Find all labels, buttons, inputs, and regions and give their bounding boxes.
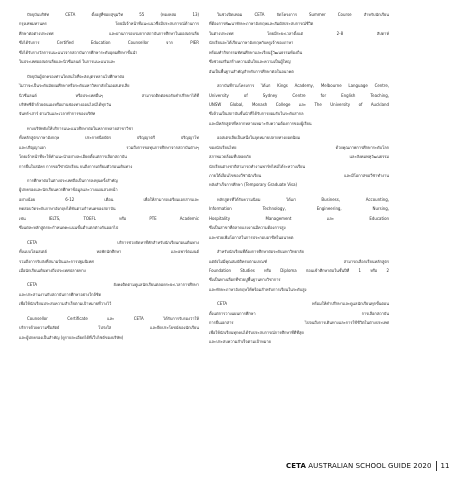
text-line: ซึ่งแต่ละหลักสูตรจะกำหนดคะแนนขั้นต่ำแตกต่างกันออกไป (19, 225, 119, 231)
text-line: และมีหลักสูตรที่หลากหลายเหมาะกับความต้องการของผู้เรียน (209, 120, 312, 126)
paragraph (19, 238, 199, 276)
paragraph (209, 133, 389, 190)
text-line: หลักสูตรที่ได้รับความนิยม ได้แก่ Business, Accounting, (217, 196, 389, 202)
paragraph (19, 10, 199, 67)
text-line: University of Sydney Centre for English Teaching, (209, 92, 389, 98)
text-line: การศึกษาต่อในต่างประเทศถือเป็นการลงทุนครั้งสำคัญ (27, 178, 118, 183)
footer-separator (436, 461, 437, 471)
text-line: ทดสอบวัดระดับภาษาอังกฤษได้ทันตามกำหนดของสถาบัน (19, 206, 116, 212)
text-line: CETA ยังคงติดตามดูแลนักเรียนตลอดระยะเวลาการศึกษา (27, 282, 199, 288)
text-line: สถาบันที่ร่วมโครงการ ได้แก่ Kings Academy, Melbourne Language Centre, (217, 83, 389, 89)
text-line: UNSW Global, Monash College และ The University of Auckland (209, 101, 389, 107)
paragraph (209, 247, 389, 294)
paragraph (19, 72, 199, 119)
text-line: ซึ่งเป็นทางเลือกที่ช่วยปูพื้นฐานทางวิชาการ (209, 277, 281, 283)
text-line: ทั้งแบบโฮมสเตย์ หอพักนักศึกษา และอพาร์ตเมนต์ (19, 249, 199, 255)
paragraph (19, 176, 199, 233)
text-line: และทักษะภาษาอังกฤษให้พร้อมสำหรับการเรียนในระดับสูง (209, 286, 307, 292)
text-line: จันทร์-เสาร์ ตามวันและเวลาทำการของบริษัท (19, 111, 96, 117)
text-line: ของนักเรียนไทย ด้วยคุณภาพการศึกษาระดับโลก (209, 144, 389, 150)
text-line: ไม่ว่าจะเป็นระดับมัธยมศึกษาหรือระดับมหาวิทยาลัยในออสเตรเลีย (19, 83, 130, 89)
text-line: Information Technology, Engineering, Nursing, (209, 206, 389, 212)
text-line: Foundation Studies หรือ Diploma ก่อนเข้าศึกษาต่อในชั้นปีที่ 1 หรือ 2 (209, 267, 389, 273)
text-line: ซึ่งล้วนเป็นสถาบันชั้นนำที่ได้รับการยอมรับในระดับสากล (209, 111, 304, 117)
text-line: เช่น IELTS, TOEFL หรือ PTE Academic (19, 215, 199, 221)
text-line: นักเรียนต่างชาติสามารถทำงานพาร์ทไทม์ได้ระหว่างเรียน (209, 163, 306, 169)
text-line: และช่วยเพิ่มโอกาสในการประกอบอาชีพในอนาคต (209, 234, 294, 240)
text-line: CETA บริการช่วยจัดหาที่พักสำหรับนักเรียนก่อนเดินทาง (27, 239, 199, 245)
text-line: เพื่อให้นักเรียนทุกคนได้รับประสบการณ์การศึกษาที่ดีที่สุด (209, 329, 304, 335)
text-line: ในประเทศออสเตรเลียและนิวซีแลนด์ ในการแนะแนวและ (19, 59, 116, 65)
text-line: ตั้งแต่การวางแผนการศึกษา การเลือกสถาบัน (209, 310, 389, 316)
text-line: แต่ยังไม่มีคุณสมบัติครบตามเกณฑ์ สามารถเลือกเรียนหลักสูตร (209, 258, 389, 264)
text-line: อันเป็นพื้นฐานสำคัญสำหรับการศึกษาต่อในอนาคต (209, 68, 294, 74)
text-line: พร้อมทำกิจกรรมทัศนศึกษาและเรียนรู้วัฒนธรรมท้องถิ่น (209, 49, 303, 55)
text-line: เพื่อให้นักเรียนประสบความสำเร็จตามเป้าหมายที่วางไว้ (19, 301, 112, 307)
text-line: และปริญญาเอก รวมถึงการขอทุนการศึกษาจากสถาบันต่างๆ (19, 144, 199, 150)
text-line: และประสบความสำเร็จตามเป้าหมาย (209, 339, 271, 344)
text-line: ซึ่งเป็นสาขาที่ตลาดแรงงานมีความต้องการสูง (209, 225, 286, 231)
text-line: อย่างน้อย 6-12 เดือน เพื่อให้สามารถเตรียมเอกสารและ (19, 196, 199, 202)
page-footer (286, 460, 449, 472)
text-line: รวมถึงการรับส่งที่สนามบินและการปฐมนิเทศ (19, 258, 94, 264)
text-line: ปัจจุบันบริษัท CETA ตั้งอยู่ที่ซอยสุขุมวิท 55 (ทองหล่อ 13) (27, 12, 199, 17)
text-line: และประสานงานกับสถาบันการศึกษาอย่างใกล้ชิด (19, 291, 102, 297)
text-line: และผู้ปกครองเป็นสำคัญ (ดูรายละเอียดได้ที่เว็บไซต์ของบริษัท) (19, 334, 124, 340)
right-column (209, 10, 389, 351)
text-line: ที่ต้องการพัฒนาทักษะภาษาอังกฤษและสัมผัสประสบการณ์ชีวิต (209, 21, 314, 27)
text-line: ทั้งหลักสูตรภาษาอังกฤษ ประกาศนียบัตร ปริญญาตรี ปริญญาโท (19, 135, 199, 141)
text-line: ผู้ปกครองและนักเรียนควรศึกษาข้อมูลและวางแผนล่วงหน้า (19, 187, 118, 193)
paragraph (209, 299, 389, 346)
text-line: ในต่างประเทศ โดยมีระยะเวลาตั้งแต่ 2-8 สัปดาห์ (209, 30, 389, 36)
paragraph (19, 314, 199, 342)
text-line: ซึ่งได้รับรางวัลการแนะแนวจากสถาบันการศึกษาระดับอุดมศึกษาชั้นนำ (19, 49, 138, 55)
text-line: หลังสำเร็จการศึกษา (Temporary Graduate Visa) (209, 182, 298, 188)
text-line: ซึ่งช่วยเสริมสร้างความมั่นใจและความเป็นผู้ใหญ่ (209, 59, 291, 65)
text-line: เมื่อนักเรียนเดินทางถึงประเทศปลายทาง (19, 267, 86, 273)
paragraph (19, 124, 199, 171)
text-line: Counsellor Certificate และ CETA ได้รับการรับรองว่าให้ (27, 315, 199, 321)
text-line: การยื่นใบสมัคร การขอวีซ่านักเรียน จนถึงการเตรียมตัวก่อนเดินทาง (19, 163, 133, 169)
paragraph (209, 81, 389, 128)
footer-brand: CETA (286, 462, 306, 470)
text-line: กรุงเทพมหานคร โดยมีเจ้าหน้าที่แนะแนวซึ่งมีประสบการณ์ด้านการ (19, 21, 199, 27)
text-line: ซึ่งได้รับการ Certified Education Counsellor จาก PIER (19, 40, 199, 46)
text-line: ทางบริษัทยังให้บริการแนะแนวศึกษาต่อในหลากหลายสาขาวิชา (27, 125, 134, 131)
text-line: ในช่วงปิดเทอม CETA จัดโครงการ Summer Course สำหรับนักเรียน (217, 12, 389, 17)
text-line: สภาพแวดล้อมที่ปลอดภัย และสังคมพหุวัฒนธรรม (209, 154, 389, 160)
text-line: โดยเจ้าหน้าที่จะให้คำแนะนำอย่างละเอียดตั้งแต่การเลือกสถาบัน (19, 154, 127, 160)
footer-title (286, 462, 432, 470)
text-line: ออสเตรเลียเป็นหนึ่งในจุดหมายปลายทางยอดนิยม (217, 135, 301, 141)
page-number: 11 (440, 462, 449, 470)
paragraph (209, 195, 389, 242)
left-column (19, 10, 199, 347)
text-line: CETA พร้อมให้คำปรึกษาและดูแลนักเรียนทุกขั้นตอน (217, 301, 389, 307)
text-line: นักเรียนจะได้เรียนภาษาอังกฤษกับครูเจ้าของภาษา (209, 40, 294, 46)
text-line: นิวซีแลนด์ หรือประเทศอื่นๆ สามารถติดต่อขอรับคำปรึกษาได้ที่ (19, 92, 199, 98)
footer-guide-title: AUSTRALIAN SCHOOL GUIDE 2020 (308, 462, 432, 470)
paragraph (19, 280, 199, 308)
text-line: Hospitality Management และ Education (209, 215, 389, 221)
text-line: ปัจจุบันผู้ปกครองท่านใดสนใจที่จะส่งบุตรหลานไปศึกษาต่อ (27, 73, 125, 79)
text-line: สำหรับนักเรียนที่ต้องการศึกษาต่อระดับมหาวิทยาลัย (217, 249, 304, 255)
text-line: บริษัทซีต้าด้วยตนเองหรือผ่านช่องทางออนไลน์ได้ทุกวัน (19, 101, 112, 107)
text-line: การยื่นเอกสาร ไปจนถึงการเดินทางและการใช้ชีวิตในต่างประเทศ (209, 320, 389, 326)
text-line: ภายใต้เงื่อนไขของวีซ่านักเรียน และมีโอกาสขอวีซ่าทำงาน (209, 173, 389, 178)
text-line: ศึกษาต่อต่างประเทศ และผ่านการอบรมจากสถาบันการศึกษาในออสเตรเลีย (19, 30, 199, 36)
paragraph (209, 10, 389, 76)
text-line: บริการด้วยความซื่อสัตย์ โปร่งใส และยึดประโยชน์ของนักเรียน (19, 325, 199, 331)
